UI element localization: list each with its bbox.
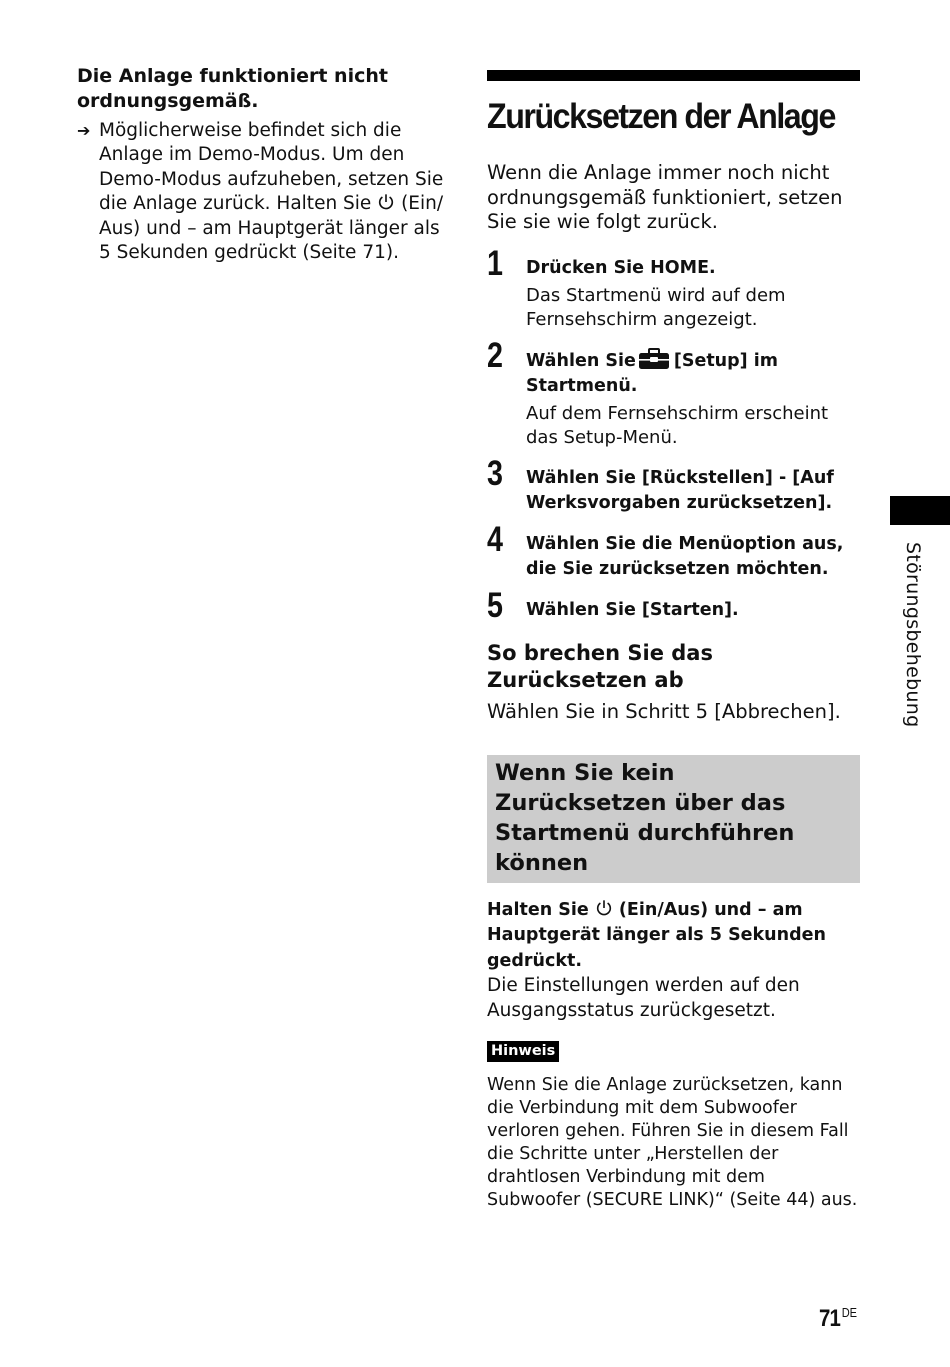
step-4 xyxy=(487,519,860,582)
toolbox-icon xyxy=(638,348,670,370)
hold-result: Die Einstellungen werden auf den Ausgangsstatus zurückgesetzt. xyxy=(487,975,800,1021)
page-number-value: 71 xyxy=(819,1305,840,1332)
remedy-text-part2: (Ein/ Aus) und – am Hauptgerät länger als 5 Sekunden gedrückt (Seite 71). xyxy=(99,193,444,264)
reset-section xyxy=(487,70,860,1212)
problem-heading: Die Anlage funktioniert nicht ordnungsgemäß. xyxy=(77,65,388,112)
page-number xyxy=(819,1305,857,1333)
step-description: Auf dem Fernsehschirm erscheint das Setup-Menü. xyxy=(526,402,829,448)
step-description: Das Startmenü wird auf dem Fernsehschirm angezeigt. xyxy=(526,284,786,330)
remedy-text-part1: Möglicherweise befindet sich die Anlage im Demo-Modus. Um den Demo-Modus aufzuheben, setzen Sie die Anlage zurück. Halten Sie xyxy=(99,120,444,215)
power-icon xyxy=(377,193,395,211)
step-number: 4 xyxy=(487,519,503,559)
step-1 xyxy=(487,243,860,332)
fallback-heading: Wenn Sie kein Zurücksetzen über das Startmenü durchführen können xyxy=(487,755,860,883)
step-title xyxy=(526,348,860,399)
troubleshooting-entry xyxy=(77,64,449,265)
step-number: 2 xyxy=(487,335,503,375)
hold-instruction-pre: Halten Sie xyxy=(487,899,589,920)
step-5 xyxy=(487,585,860,625)
step-number: 3 xyxy=(487,453,503,493)
step-title: Drücken Sie HOME. xyxy=(526,257,716,278)
chapter-tab-label: Störungsbehebung xyxy=(902,542,924,728)
step-title-pre: Wählen Sie xyxy=(526,350,636,371)
step-title: Wählen Sie [Rückstellen] - [Auf Werksvorgaben zurücksetzen]. xyxy=(526,467,834,513)
remedy-item xyxy=(77,119,449,265)
step-title-post: [Setup] im Startmenü. xyxy=(526,350,778,396)
cancel-heading: So brechen Sie das Zurücksetzen ab xyxy=(487,640,713,692)
title-rule xyxy=(487,70,860,81)
note-badge: Hinweis xyxy=(487,1041,559,1062)
cancel-text: Wählen Sie in Schritt 5 [Abbrechen]. xyxy=(487,699,841,723)
note-text: Wenn Sie die Anlage zurücksetzen, kann die Verbindung mit dem Subwoofer verloren gehen. Führen Sie in diesem Fall die Schritte unter „Herstellen der drahtlosen Verbindung mit dem Subwoofer (SECURE LINK)“ (Seite 44) aus. xyxy=(487,1075,858,1210)
hold-instruction xyxy=(487,898,860,975)
remedy-text xyxy=(99,119,449,265)
step-number: 1 xyxy=(487,243,503,283)
page-number-suffix: DE xyxy=(841,1305,858,1320)
step-3 xyxy=(487,453,860,516)
step-title: Wählen Sie [Starten]. xyxy=(526,599,739,620)
step-2 xyxy=(487,335,860,450)
hold-instruction-post: (Ein/Aus) und – am Hauptgerät länger als 5 Sekunden gedrückt. xyxy=(487,899,826,971)
chapter-tab-marker xyxy=(890,496,950,525)
arrow-right-icon: ➔ xyxy=(77,121,91,140)
section-intro: Wenn die Anlage immer noch nicht ordnungsgemäß funktioniert, setzen Sie sie wie folgt zurück. xyxy=(487,161,843,233)
step-number: 5 xyxy=(487,585,503,625)
step-list xyxy=(487,243,860,625)
step-title: Wählen Sie die Menüoption aus, die Sie zurücksetzen möchten. xyxy=(526,533,844,579)
power-icon xyxy=(595,899,613,917)
section-title: Zurücksetzen der Anlage xyxy=(487,97,835,136)
